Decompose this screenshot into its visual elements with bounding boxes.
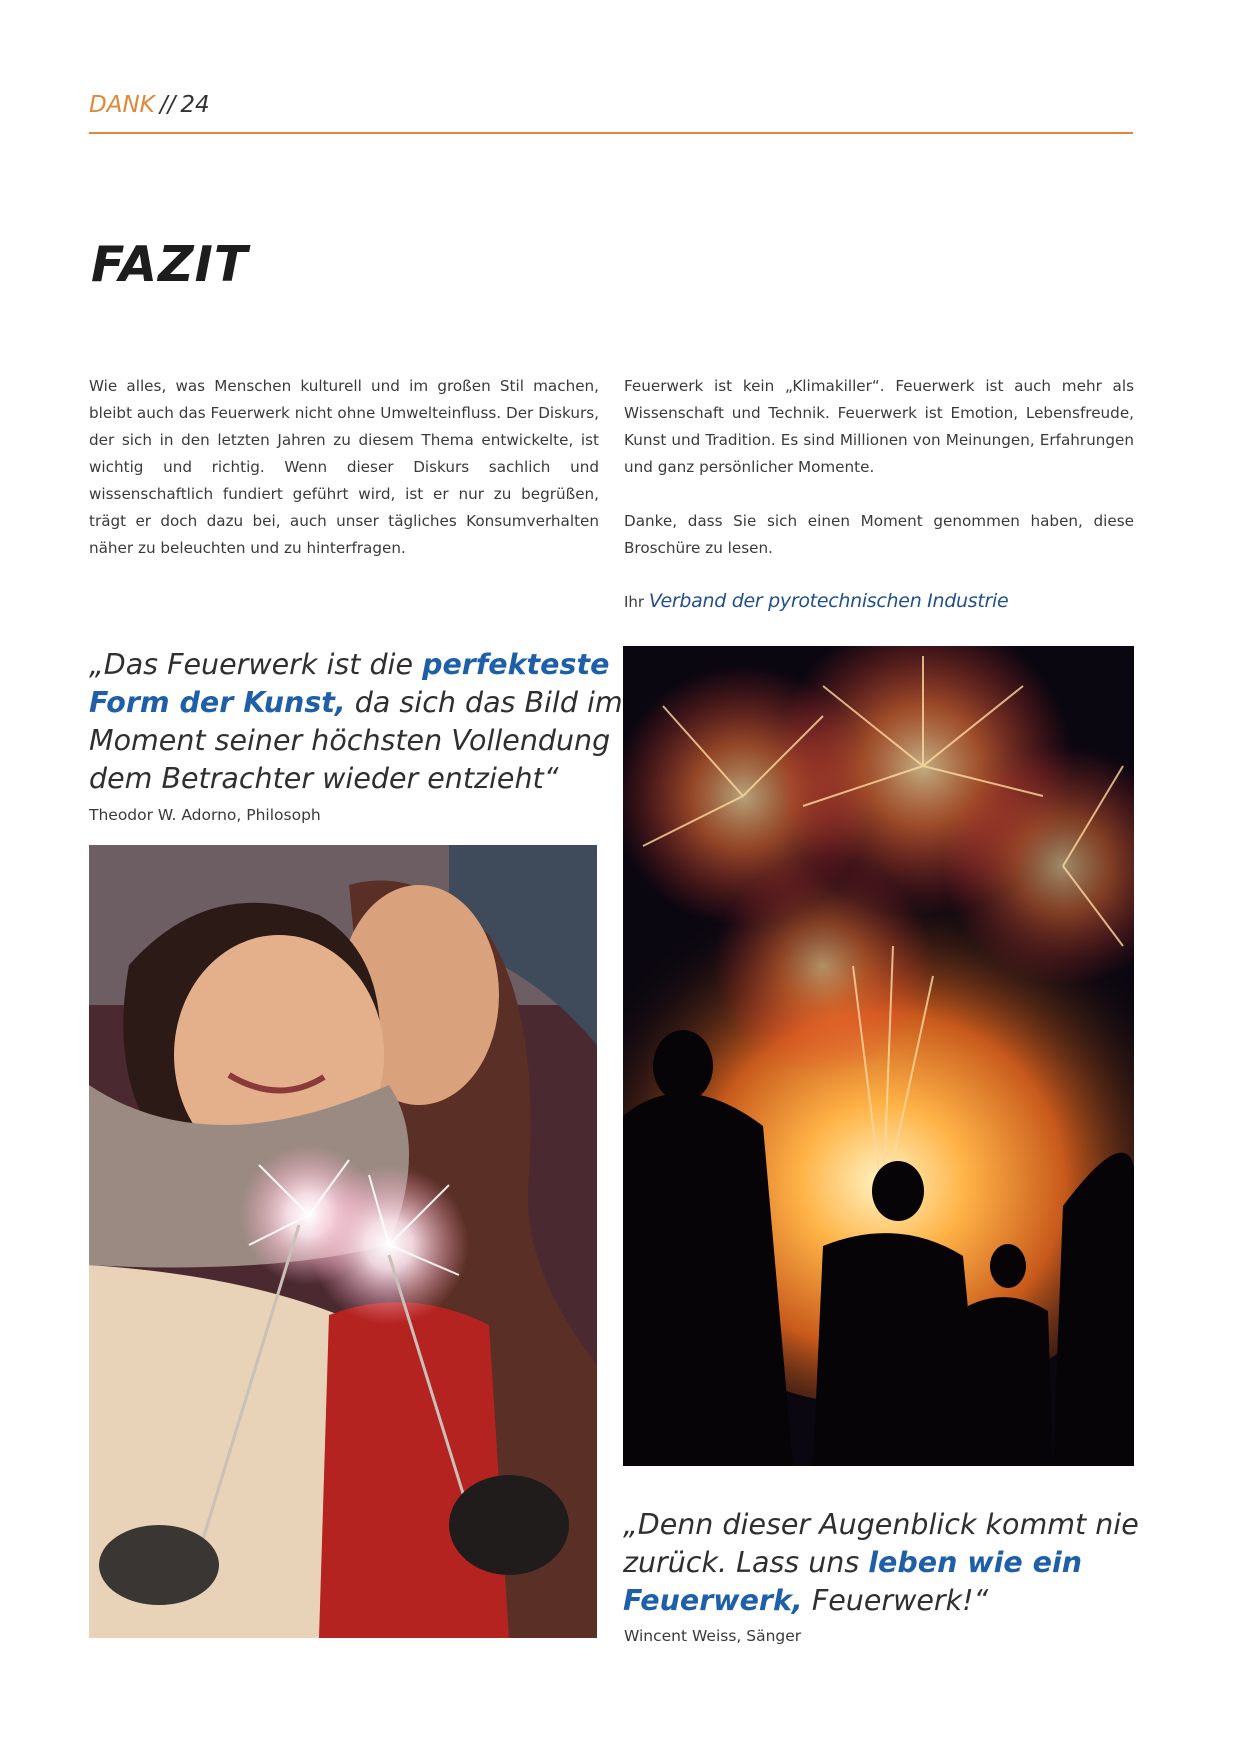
page-title: FAZIT <box>91 236 249 293</box>
section-label: DANK <box>89 92 155 118</box>
fireworks-crowd-illustration <box>623 646 1134 1466</box>
quote-adorno <box>89 646 629 798</box>
quote-adorno-highlight: perfekteste Form der Kunst, <box>89 648 610 719</box>
quote-adorno-attribution: Theodor W. Adorno, Philosoph <box>89 806 321 824</box>
mother-daughter-illustration <box>89 845 597 1638</box>
right-column-paragraph-1: Feuerwerk ist kein „Klimakiller“. Feuerwerk ist auch mehr als Wissenschaft und Technik. Feuerwerk ist Emotion, Lebensfreude, Kunst und Tradition. Es sind Millionen von Meinungen, Erfahrungen und ganz persönlicher Momente. <box>624 377 1134 476</box>
signature-organization: Verband der pyrotechnischen Industrie <box>648 590 1009 612</box>
quote-weiss-highlight: leben wie ein Feuerwerk, <box>623 1546 1083 1617</box>
quote-adorno-part-2: da sich das Bild im Moment seiner höchsten Vollendung dem Betrachter wieder entzieht“ <box>89 686 623 795</box>
mother-daughter-sparkler-photo <box>89 845 597 1638</box>
left-column-paragraph: Wie alles, was Menschen kulturell und im großen Stil machen, bleibt auch das Feuerwerk nicht ohne Umwelteinfluss. Der Diskurs, der sich in den letzten Jahren zu diesem Thema entwickelte, ist wichtig und richtig. Wenn dieser Diskurs sachlich und wissenschaftlich fundiert geführt wird, ist er nur zu begrüßen, trägt er doch dazu bei, auch unser tägliches Konsumverhalten näher zu beleuchten und zu hinterfragen. <box>89 377 599 557</box>
right-column-paragraph-2: Danke, dass Sie sich einen Moment genommen haben, diese Broschüre zu lesen. <box>624 512 1134 557</box>
signature <box>624 590 1008 612</box>
quote-weiss-part-1: „Denn dieser Augenblick kommt nie zurück. Lass uns <box>623 1508 1139 1579</box>
signature-prefix: Ihr <box>624 593 645 611</box>
page-number: 24 <box>180 92 210 118</box>
fireworks-crowd-photo <box>623 646 1134 1466</box>
page-header <box>89 92 1133 134</box>
quote-weiss-part-2: Feuerwerk!“ <box>802 1584 989 1617</box>
header-separator: // <box>159 92 176 118</box>
quote-weiss-attribution: Wincent Weiss, Sänger <box>624 1627 802 1645</box>
quote-weiss <box>623 1506 1143 1620</box>
quote-adorno-part-1: „Das Feuerwerk ist die <box>89 648 423 681</box>
